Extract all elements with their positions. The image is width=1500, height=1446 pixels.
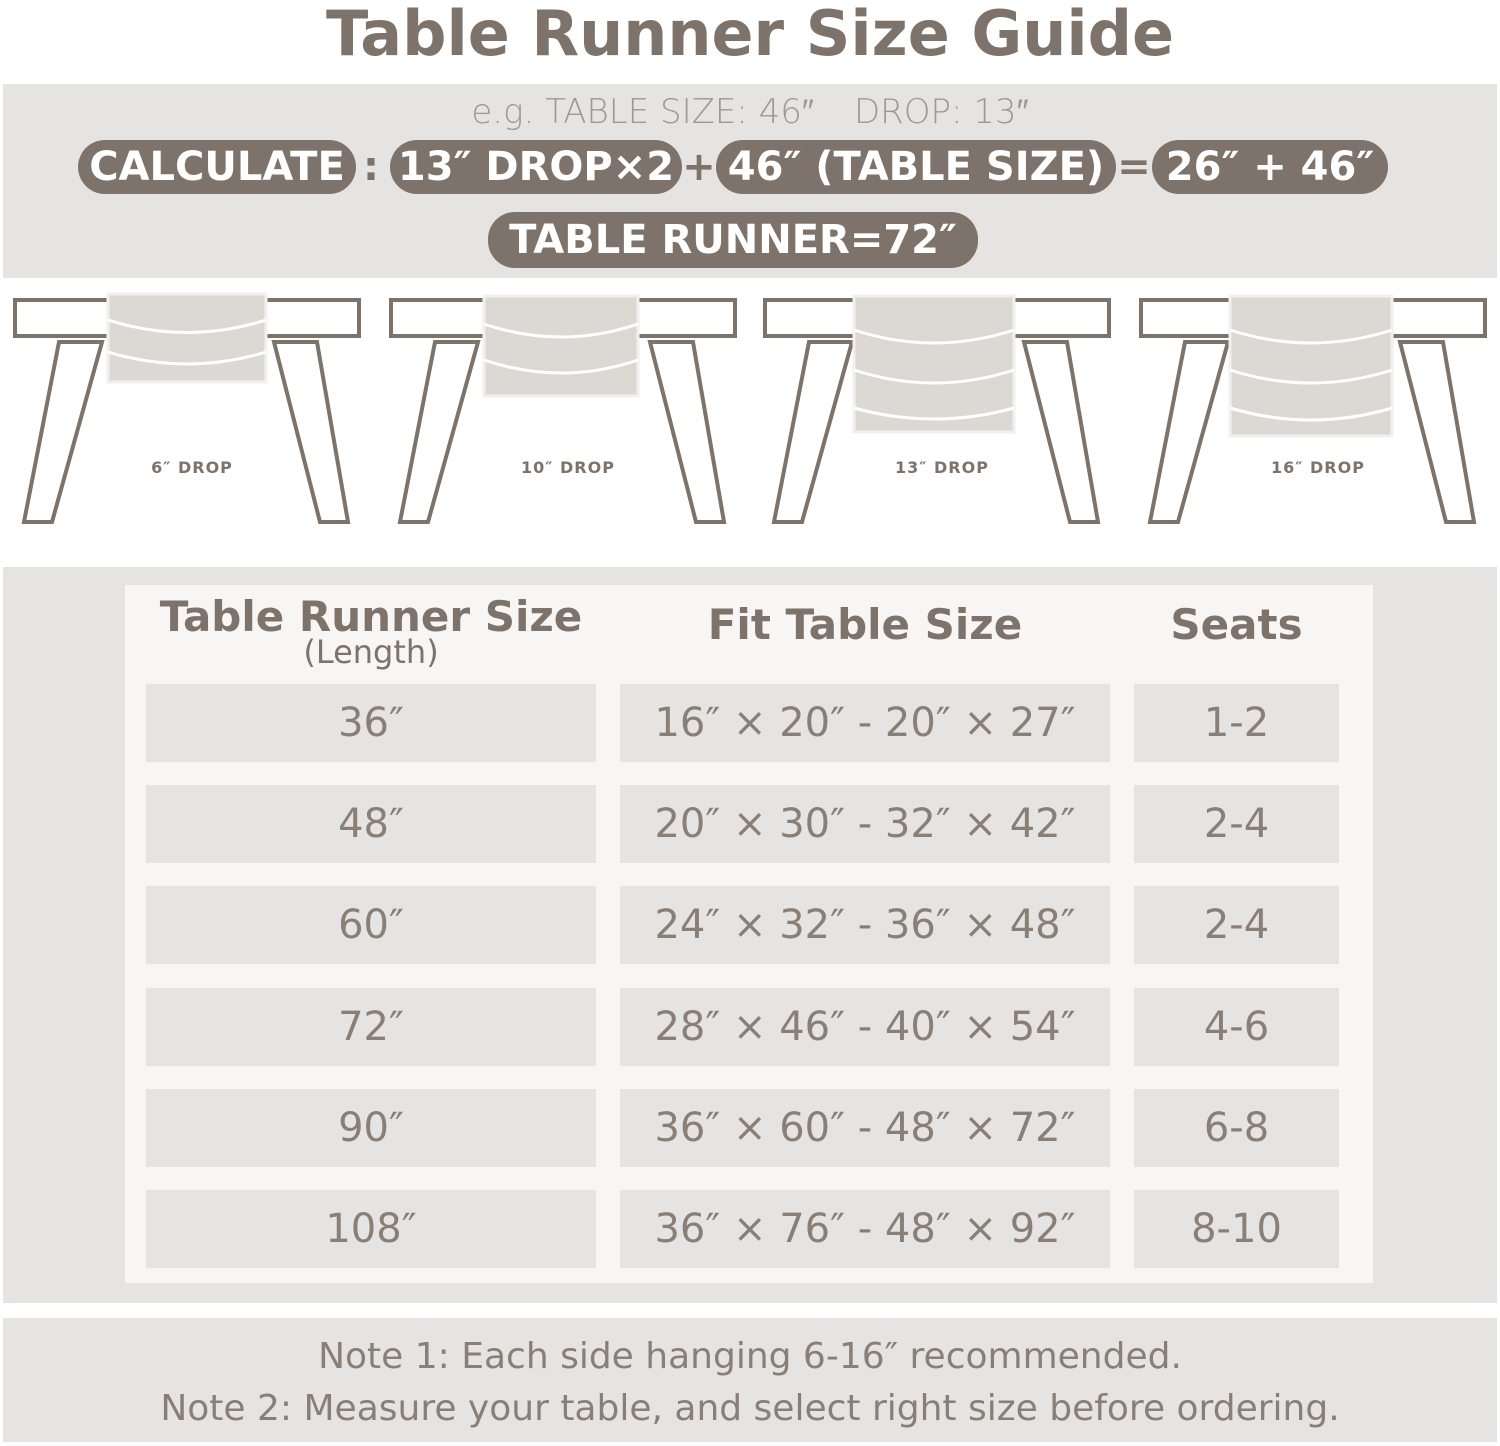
runner-size-cell: 90″	[146, 1089, 596, 1167]
header-runner-size: Table Runner Size	[159, 592, 583, 641]
fit-table-cell: 16″ × 20″ - 20″ × 27″	[620, 684, 1110, 762]
runner-size-cell: 72″	[146, 988, 596, 1066]
runner-size-cell: 108″	[146, 1190, 596, 1268]
runner-size-cell: 36″	[146, 684, 596, 762]
header-runner-size-sub: (Length)	[303, 633, 439, 671]
example-table-size: e.g. TABLE SIZE: 46″	[471, 92, 814, 132]
drop-label: 13″ DROP	[895, 458, 989, 477]
fit-table-cell: 28″ × 46″ - 40″ × 54″	[620, 988, 1110, 1066]
colon-symbol: :	[363, 144, 379, 190]
note-1: Note 1: Each side hanging 6-16″ recommended.	[318, 1336, 1182, 1377]
table-illustration-6-drop	[12, 290, 372, 530]
seats-cell: 2-4	[1134, 886, 1339, 964]
seats-cell: 1-2	[1134, 684, 1339, 762]
example-line	[0, 90, 1500, 134]
drop-label: 16″ DROP	[1271, 458, 1365, 477]
table-term-badge: 46″ (TABLE SIZE)	[716, 140, 1116, 194]
table-illustration-10-drop	[388, 290, 748, 530]
table-6-drop-icon	[12, 290, 372, 530]
header-fit-table-size: Fit Table Size	[707, 600, 1023, 649]
result-badge: TABLE RUNNER=72″	[488, 212, 978, 268]
equals-symbol: =	[1117, 144, 1151, 190]
table-13-drop-icon	[762, 290, 1122, 530]
sum-term-badge: 26″ + 46″	[1152, 140, 1388, 194]
fit-table-cell: 36″ × 60″ - 48″ × 72″	[620, 1089, 1110, 1167]
note-2: Note 2: Measure your table, and select right size before ordering.	[160, 1388, 1340, 1429]
page-title: Table Runner Size Guide	[325, 0, 1175, 70]
table-10-drop-icon	[388, 290, 748, 530]
drop-term-badge: 13″ DROP×2	[390, 140, 682, 194]
plus-symbol: +	[682, 144, 716, 190]
fit-table-cell: 20″ × 30″ - 32″ × 42″	[620, 785, 1110, 863]
seats-cell: 2-4	[1134, 785, 1339, 863]
fit-table-cell: 24″ × 32″ - 36″ × 48″	[620, 886, 1110, 964]
seats-cell: 8-10	[1134, 1190, 1339, 1268]
seats-cell: 6-8	[1134, 1089, 1339, 1167]
drop-illustrations	[0, 290, 1500, 530]
table-16-drop-icon	[1138, 290, 1498, 530]
table-illustration-16-drop	[1138, 290, 1498, 530]
drop-label: 10″ DROP	[521, 458, 615, 477]
fit-table-cell: 36″ × 76″ - 48″ × 92″	[620, 1190, 1110, 1268]
calculate-badge: CALCULATE	[78, 140, 356, 194]
example-drop: DROP: 13″	[853, 92, 1029, 132]
table-illustration-13-drop	[762, 290, 1122, 530]
runner-size-cell: 60″	[146, 886, 596, 964]
seats-cell: 4-6	[1134, 988, 1339, 1066]
drop-label: 6″ DROP	[151, 458, 233, 477]
header-seats: Seats	[1170, 600, 1303, 649]
runner-size-cell: 48″	[146, 785, 596, 863]
